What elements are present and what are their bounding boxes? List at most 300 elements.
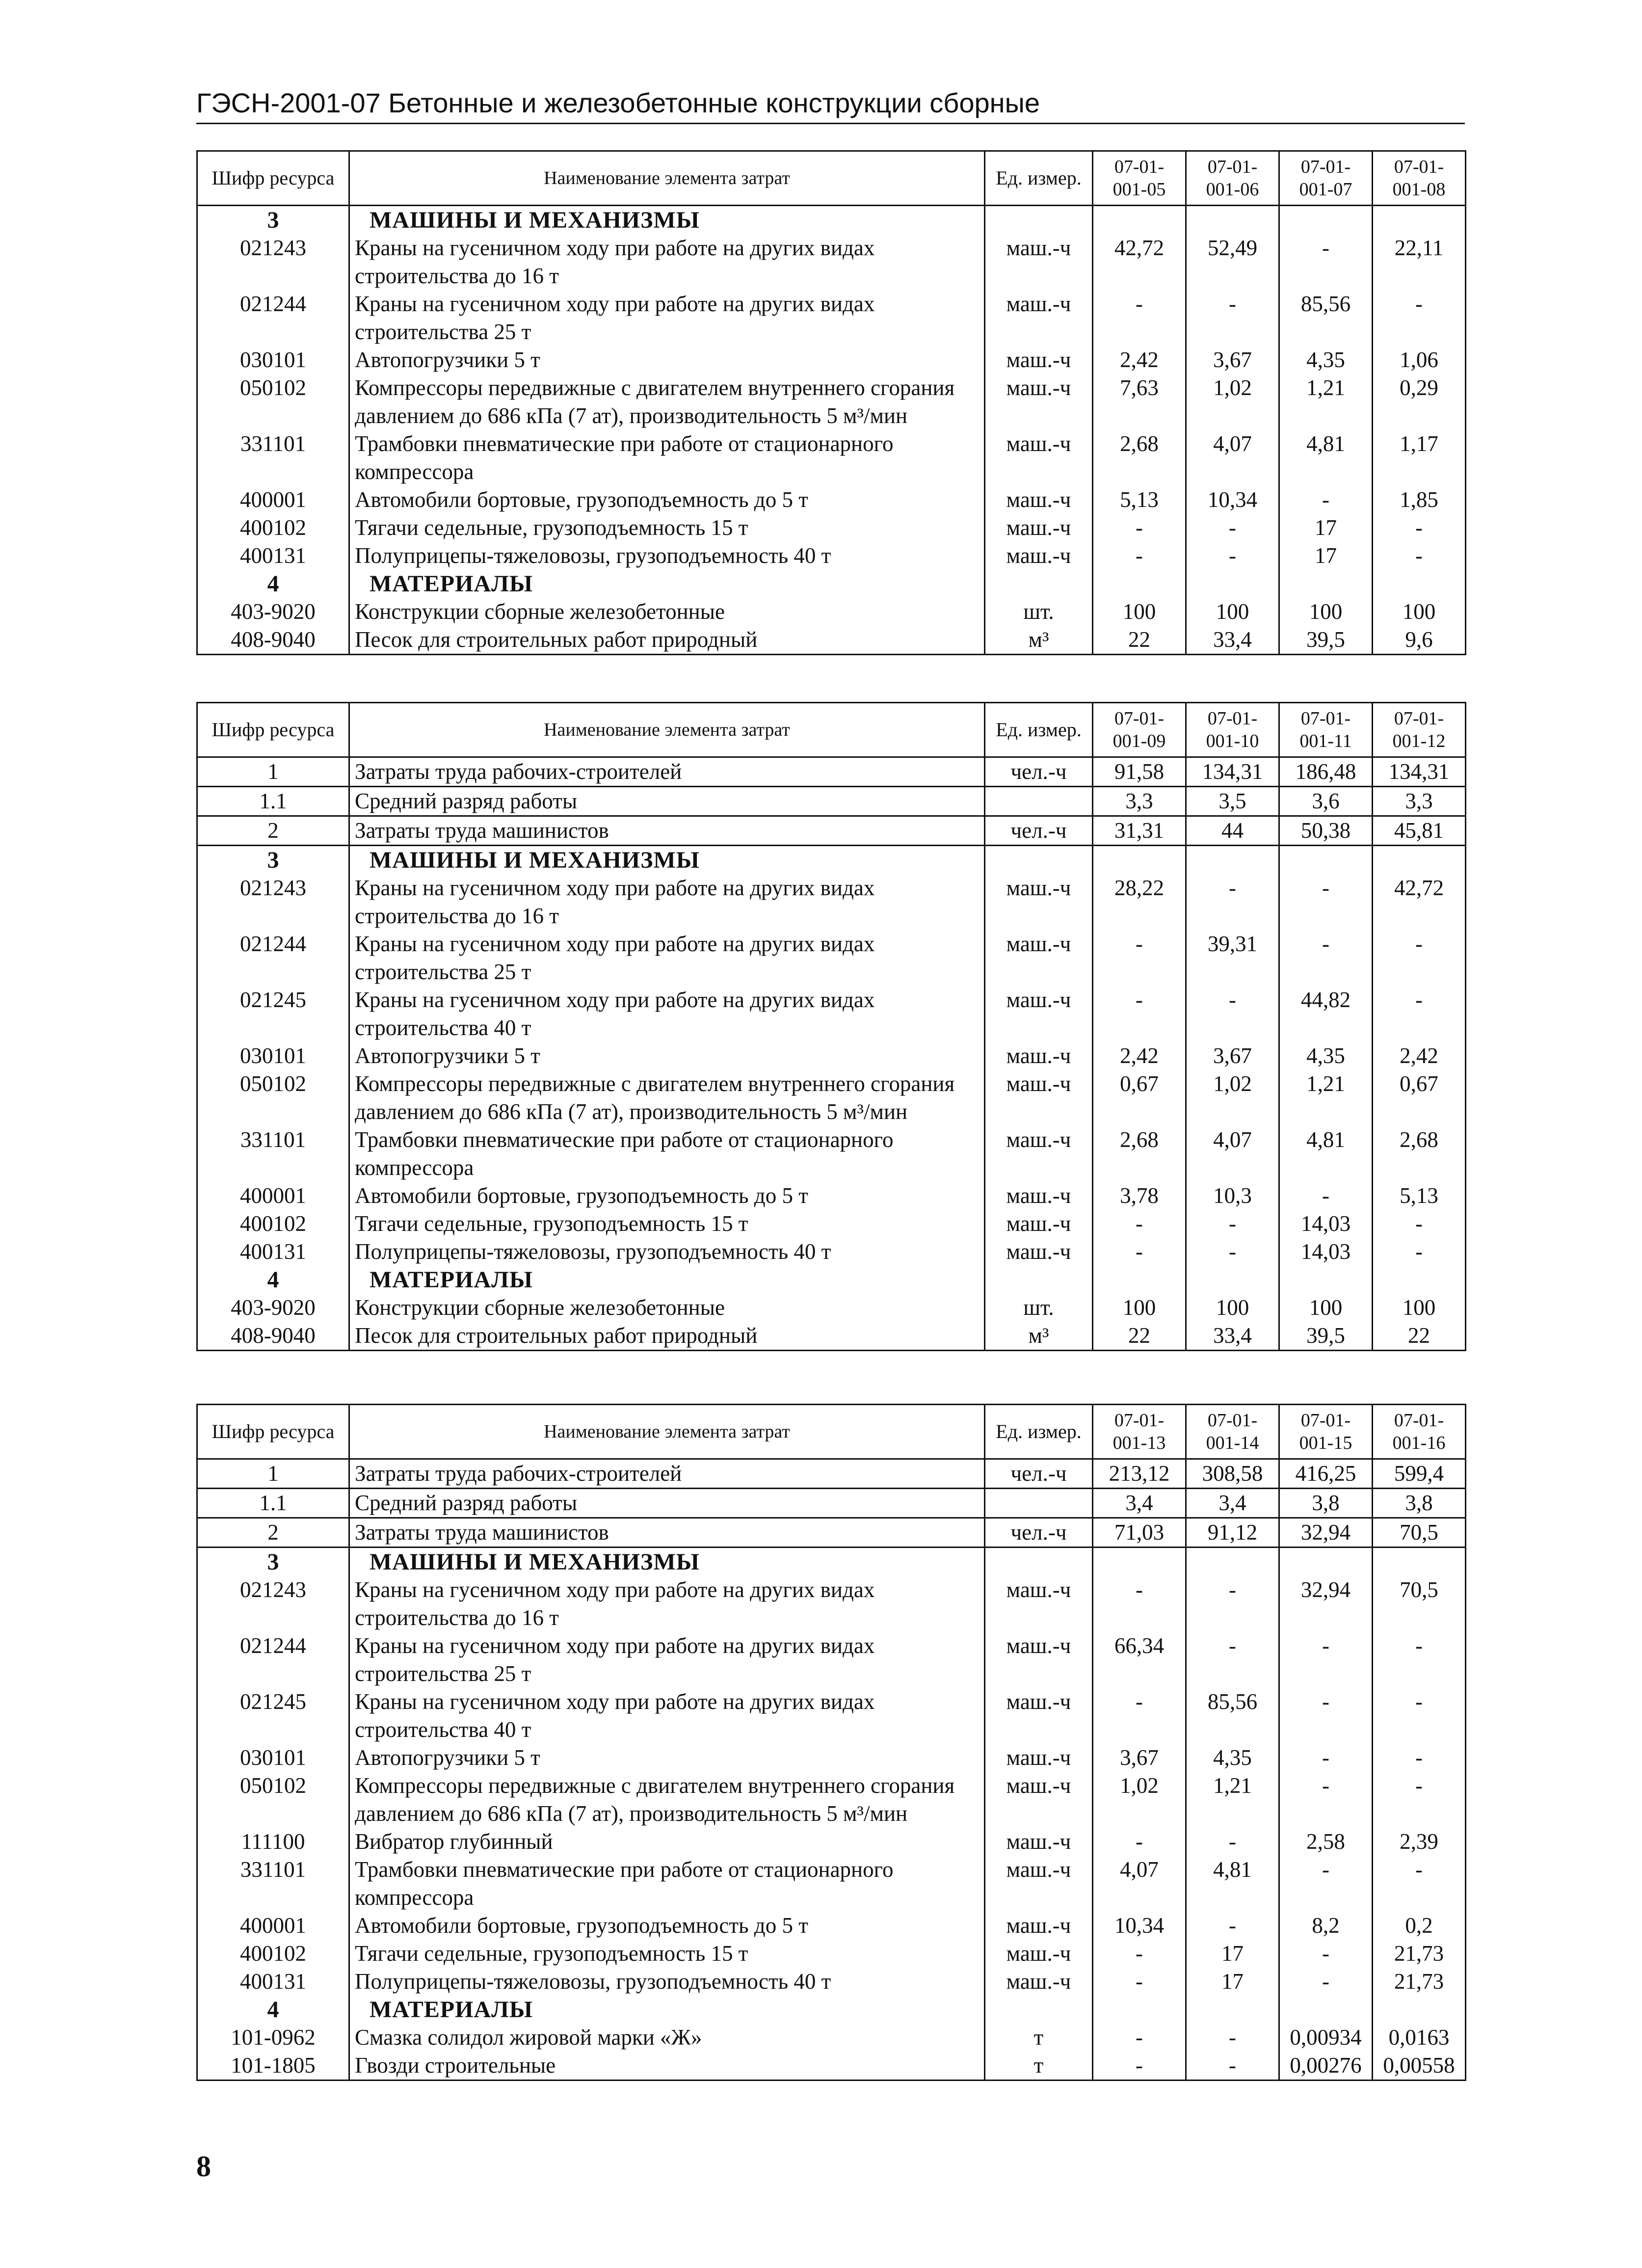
section-row — [197, 206, 1466, 235]
header-code: Шифр ресурса — [197, 151, 349, 206]
header-norm-code: 07-01-001-06 — [1186, 151, 1279, 206]
resource-value: 4,07 — [1186, 430, 1279, 486]
resource-unit: маш.-ч — [985, 1968, 1093, 1996]
resource-value: 17 — [1186, 1968, 1279, 1996]
resource-value: - — [1093, 1210, 1186, 1238]
resource-name: Полуприцепы-тяжеловозы, грузоподъемность 40 т — [349, 1238, 985, 1266]
resource-unit — [985, 1996, 1093, 2024]
resource-unit: маш.-ч — [985, 514, 1093, 542]
resource-unit: чел.-ч — [985, 1518, 1093, 1548]
resource-value — [1093, 570, 1186, 598]
page-header: ГЭСН-2001-07 Бетонные и железобетонные конструкции сборные — [196, 89, 1465, 124]
resource-value — [1373, 570, 1466, 598]
resource-unit: маш.-ч — [985, 986, 1093, 1042]
resource-unit: маш.-ч — [985, 1744, 1093, 1772]
resource-value: - — [1093, 1940, 1186, 1968]
resource-unit: м³ — [985, 626, 1093, 655]
resource-value: 22 — [1093, 626, 1186, 655]
resource-name: Автомобили бортовые, грузоподъемность до 5 т — [349, 1182, 985, 1210]
resource-code: 3 — [197, 206, 349, 235]
table-row — [197, 1126, 1466, 1182]
resource-unit — [985, 1548, 1093, 1576]
resource-code: 021245 — [197, 1688, 349, 1744]
resource-value: 134,31 — [1186, 757, 1279, 787]
header-name: Наименование элемента затрат — [349, 1405, 985, 1459]
resource-value: - — [1093, 1828, 1186, 1856]
table-row — [197, 1042, 1466, 1070]
table-row — [197, 1210, 1466, 1238]
resource-code: 1.1 — [197, 787, 349, 816]
resource-name: МАШИНЫ И МЕХАНИЗМЫ — [349, 846, 985, 875]
resource-value: - — [1186, 1238, 1279, 1266]
table-row — [197, 1912, 1466, 1940]
resource-code: 1 — [197, 1459, 349, 1489]
resource-value — [1186, 206, 1279, 235]
resource-value: 4,07 — [1186, 1126, 1279, 1182]
resource-value: 66,34 — [1093, 1632, 1186, 1688]
resource-value: - — [1093, 1968, 1186, 1996]
header-name: Наименование элемента затрат — [349, 151, 985, 206]
resource-name: Гвозди строительные — [349, 2052, 985, 2081]
resource-name: Смазка солидол жировой марки «Ж» — [349, 2024, 985, 2052]
resource-code: 021243 — [197, 234, 349, 290]
resource-name: Тягачи седельные, грузоподъемность 15 т — [349, 514, 985, 542]
resource-unit: маш.-ч — [985, 1182, 1093, 1210]
header-norm-code: 07-01-001-05 — [1093, 151, 1186, 206]
table-row — [197, 1968, 1466, 1996]
resource-unit — [985, 787, 1093, 816]
resource-value: - — [1279, 1182, 1373, 1210]
resource-value: - — [1186, 1210, 1279, 1238]
resource-value: 50,38 — [1279, 816, 1373, 846]
table-row — [197, 787, 1466, 816]
resource-name: Затраты труда рабочих-строителей — [349, 1459, 985, 1489]
resource-value: - — [1373, 1744, 1466, 1772]
resource-value: 1,02 — [1186, 374, 1279, 430]
resource-value: - — [1186, 290, 1279, 346]
resource-unit: маш.-ч — [985, 290, 1093, 346]
resource-value — [1186, 846, 1279, 875]
resource-value: 91,12 — [1186, 1518, 1279, 1548]
resource-value: - — [1373, 542, 1466, 570]
resource-value: 10,34 — [1186, 486, 1279, 514]
header-norm-code: 07-01-001-13 — [1093, 1405, 1186, 1459]
table-row — [197, 346, 1466, 374]
resource-unit: маш.-ч — [985, 1912, 1093, 1940]
resource-name: Краны на гусеничном ходу при работе на других видах строительства 25 т — [349, 930, 985, 986]
resource-code: 021245 — [197, 986, 349, 1042]
resource-unit: маш.-ч — [985, 1042, 1093, 1070]
resource-name: Трамбовки пневматические при работе от стационарного компрессора — [349, 430, 985, 486]
table-row — [197, 2052, 1466, 2081]
resource-value: 33,4 — [1186, 626, 1279, 655]
resource-value: - — [1279, 1856, 1373, 1912]
resource-value: 0,00934 — [1279, 2024, 1373, 2052]
resource-code: 2 — [197, 816, 349, 846]
resource-value: 22,11 — [1373, 234, 1466, 290]
resource-value: 1,02 — [1186, 1070, 1279, 1126]
resource-name: МАШИНЫ И МЕХАНИЗМЫ — [349, 1548, 985, 1576]
resource-value: - — [1373, 1856, 1466, 1912]
resource-value: 5,13 — [1093, 486, 1186, 514]
table-row — [197, 1489, 1466, 1518]
resource-name: Краны на гусеничном ходу при работе на других видах строительства до 16 т — [349, 234, 985, 290]
resource-code: 400001 — [197, 1182, 349, 1210]
resource-value: 31,31 — [1093, 816, 1186, 846]
resource-value: 134,31 — [1373, 757, 1466, 787]
table-row — [197, 1322, 1466, 1351]
resource-unit: т — [985, 2024, 1093, 2052]
header-code: Шифр ресурса — [197, 1405, 349, 1459]
resource-value: 1,02 — [1093, 1772, 1186, 1828]
table-header-row — [197, 703, 1466, 757]
resource-value: 32,94 — [1279, 1518, 1373, 1548]
table-row — [197, 1238, 1466, 1266]
resource-value: 2,39 — [1373, 1828, 1466, 1856]
resource-value: - — [1279, 930, 1373, 986]
resource-value: 100 — [1186, 1294, 1279, 1322]
resource-code: 408-9040 — [197, 1322, 349, 1351]
resource-name: Песок для строительных работ природный — [349, 1322, 985, 1351]
resource-table-2 — [196, 702, 1466, 1351]
resource-value: 0,29 — [1373, 374, 1466, 430]
resource-value: - — [1373, 1632, 1466, 1688]
table-row — [197, 598, 1466, 626]
resource-value: - — [1093, 2052, 1186, 2081]
resource-table-1 — [196, 150, 1466, 655]
resource-name: Компрессоры передвижные с двигателем внутреннего сгорания давлением до 686 кПа (7 ат), производительность 5 м³/мин — [349, 1070, 985, 1126]
resource-value: 4,81 — [1279, 1126, 1373, 1182]
resource-unit: шт. — [985, 1294, 1093, 1322]
resource-value: - — [1373, 1238, 1466, 1266]
resource-unit: маш.-ч — [985, 1940, 1093, 1968]
resource-value — [1186, 1266, 1279, 1294]
resource-value: 33,4 — [1186, 1322, 1279, 1351]
resource-value: 100 — [1373, 598, 1466, 626]
resource-unit: маш.-ч — [985, 1576, 1093, 1632]
resource-code: 3 — [197, 1548, 349, 1576]
resource-value: 1,21 — [1279, 1070, 1373, 1126]
resource-unit — [985, 1489, 1093, 1518]
resource-value: - — [1373, 1210, 1466, 1238]
resource-table-3 — [196, 1404, 1466, 2081]
resource-value: - — [1186, 1912, 1279, 1940]
table-row — [197, 986, 1466, 1042]
resource-value: 0,00276 — [1279, 2052, 1373, 2081]
resource-value: - — [1186, 874, 1279, 930]
resource-value: 3,78 — [1093, 1182, 1186, 1210]
resource-value: - — [1279, 1744, 1373, 1772]
resource-value: - — [1279, 1772, 1373, 1828]
resource-name: Краны на гусеничном ходу при работе на других видах строительства до 16 т — [349, 874, 985, 930]
resource-value: 39,31 — [1186, 930, 1279, 986]
resource-name: Затраты труда машинистов — [349, 816, 985, 846]
table-row — [197, 234, 1466, 290]
resource-value: 1,85 — [1373, 486, 1466, 514]
resource-value: 21,73 — [1373, 1940, 1466, 1968]
resource-value: - — [1373, 290, 1466, 346]
resource-value: 85,56 — [1186, 1688, 1279, 1744]
header-norm-code: 07-01-001-09 — [1093, 703, 1186, 757]
resource-unit: чел.-ч — [985, 816, 1093, 846]
table-row — [197, 1688, 1466, 1744]
resource-value — [1279, 570, 1373, 598]
header-unit: Ед. измер. — [985, 703, 1093, 757]
resource-unit: маш.-ч — [985, 874, 1093, 930]
resource-value: 4,81 — [1186, 1856, 1279, 1912]
resource-name: Песок для строительных работ природный — [349, 626, 985, 655]
resource-name: Краны на гусеничном ходу при работе на других видах строительства 40 т — [349, 1688, 985, 1744]
resource-unit: шт. — [985, 598, 1093, 626]
resource-code: 030101 — [197, 1042, 349, 1070]
resource-value: 39,5 — [1279, 1322, 1373, 1351]
resource-value: 9,6 — [1373, 626, 1466, 655]
resource-value: 39,5 — [1279, 626, 1373, 655]
resource-value: - — [1093, 290, 1186, 346]
resource-value: 0,67 — [1093, 1070, 1186, 1126]
resource-value — [1373, 1996, 1466, 2024]
resource-value: 70,5 — [1373, 1576, 1466, 1632]
resource-code: 408-9040 — [197, 626, 349, 655]
resource-code: 1 — [197, 757, 349, 787]
resource-value — [1373, 846, 1466, 875]
resource-value: - — [1279, 1632, 1373, 1688]
resource-value: 100 — [1186, 598, 1279, 626]
resource-name: Трамбовки пневматические при работе от стационарного компрессора — [349, 1856, 985, 1912]
resource-code: 021244 — [197, 290, 349, 346]
resource-value: - — [1093, 986, 1186, 1042]
section-row — [197, 846, 1466, 875]
resource-value: 1,21 — [1279, 374, 1373, 430]
header-code: Шифр ресурса — [197, 703, 349, 757]
header-unit: Ед. измер. — [985, 151, 1093, 206]
resource-name: Средний разряд работы — [349, 1489, 985, 1518]
resource-value: 0,67 — [1373, 1070, 1466, 1126]
resource-value: 3,8 — [1279, 1489, 1373, 1518]
resource-value: - — [1093, 1688, 1186, 1744]
resource-code: 331101 — [197, 1856, 349, 1912]
resource-unit: маш.-ч — [985, 1632, 1093, 1688]
resource-value: 42,72 — [1373, 874, 1466, 930]
resource-value — [1279, 1548, 1373, 1576]
resource-value: - — [1186, 1576, 1279, 1632]
resource-code: 400131 — [197, 542, 349, 570]
resource-value: - — [1093, 930, 1186, 986]
table-row — [197, 1070, 1466, 1126]
table-row — [197, 626, 1466, 655]
resource-name: Затраты труда машинистов — [349, 1518, 985, 1548]
resource-value: - — [1093, 514, 1186, 542]
resource-unit: маш.-ч — [985, 1856, 1093, 1912]
resource-unit: маш.-ч — [985, 234, 1093, 290]
resource-code: 403-9020 — [197, 598, 349, 626]
resource-value: 1,21 — [1186, 1772, 1279, 1828]
resource-value: - — [1093, 1238, 1186, 1266]
resource-value — [1279, 846, 1373, 875]
resource-value: 21,73 — [1373, 1968, 1466, 1996]
table-row — [197, 1518, 1466, 1548]
resource-unit: маш.-ч — [985, 1828, 1093, 1856]
resource-value: 14,03 — [1279, 1210, 1373, 1238]
table-row — [197, 430, 1466, 486]
resource-code: 400102 — [197, 1210, 349, 1238]
resource-unit: маш.-ч — [985, 486, 1093, 514]
resource-code: 331101 — [197, 1126, 349, 1182]
resource-value: 10,34 — [1093, 1912, 1186, 1940]
resource-value: 28,22 — [1093, 874, 1186, 930]
resource-name: МАТЕРИАЛЫ — [349, 570, 985, 598]
resource-unit: маш.-ч — [985, 346, 1093, 374]
resource-value: 52,49 — [1186, 234, 1279, 290]
resource-code: 400001 — [197, 1912, 349, 1940]
table-row — [197, 1744, 1466, 1772]
table-row — [197, 1940, 1466, 1968]
resource-name: Краны на гусеничном ходу при работе на других видах строительства 25 т — [349, 1632, 985, 1688]
resource-value: 3,67 — [1186, 346, 1279, 374]
resource-unit: маш.-ч — [985, 1070, 1093, 1126]
resource-unit — [985, 570, 1093, 598]
resource-value: 213,12 — [1093, 1459, 1186, 1489]
resource-value: 4,81 — [1279, 430, 1373, 486]
resource-code: 021244 — [197, 1632, 349, 1688]
resource-value: 44 — [1186, 816, 1279, 846]
resource-value: 7,63 — [1093, 374, 1186, 430]
resource-value: - — [1279, 1688, 1373, 1744]
header-norm-code: 07-01-001-10 — [1186, 703, 1279, 757]
resource-value — [1373, 1266, 1466, 1294]
resource-value: - — [1186, 2052, 1279, 2081]
table-row — [197, 1828, 1466, 1856]
header-norm-code: 07-01-001-11 — [1279, 703, 1373, 757]
resource-code: 400102 — [197, 514, 349, 542]
resource-value: 22 — [1093, 1322, 1186, 1351]
resource-name: Краны на гусеничном ходу при работе на других видах строительства 40 т — [349, 986, 985, 1042]
resource-code: 400131 — [197, 1238, 349, 1266]
table-row — [197, 1632, 1466, 1688]
table-row — [197, 874, 1466, 930]
resource-unit: маш.-ч — [985, 374, 1093, 430]
resource-value: 3,67 — [1093, 1744, 1186, 1772]
resource-value — [1186, 1548, 1279, 1576]
resource-name: Полуприцепы-тяжеловозы, грузоподъемность 40 т — [349, 542, 985, 570]
resource-unit: чел.-ч — [985, 757, 1093, 787]
resource-value: 17 — [1279, 542, 1373, 570]
resource-value: 100 — [1373, 1294, 1466, 1322]
resource-value: 599,4 — [1373, 1459, 1466, 1489]
table-row — [197, 757, 1466, 787]
resource-value: 100 — [1093, 1294, 1186, 1322]
resource-value: - — [1186, 1828, 1279, 1856]
table-row — [197, 1576, 1466, 1632]
resource-value: 85,56 — [1279, 290, 1373, 346]
page-number: 8 — [196, 2150, 211, 2183]
resource-value: 308,58 — [1186, 1459, 1279, 1489]
resource-unit: чел.-ч — [985, 1459, 1093, 1489]
resource-code: 4 — [197, 1996, 349, 2024]
resource-value: 17 — [1186, 1940, 1279, 1968]
resource-name: МАТЕРИАЛЫ — [349, 1266, 985, 1294]
table-row — [197, 486, 1466, 514]
resource-value: 32,94 — [1279, 1576, 1373, 1632]
resource-value: - — [1279, 486, 1373, 514]
resource-value: 42,72 — [1093, 234, 1186, 290]
resource-name: Тягачи седельные, грузоподъемность 15 т — [349, 1940, 985, 1968]
resource-value: 5,13 — [1373, 1182, 1466, 1210]
resource-name: Вибратор глубинный — [349, 1828, 985, 1856]
resource-value: - — [1186, 2024, 1279, 2052]
resource-name: Тягачи седельные, грузоподъемность 15 т — [349, 1210, 985, 1238]
section-row — [197, 1548, 1466, 1576]
resource-unit — [985, 846, 1093, 875]
resource-value: - — [1279, 874, 1373, 930]
resource-name: Автопогрузчики 5 т — [349, 1744, 985, 1772]
resource-value: 4,35 — [1279, 1042, 1373, 1070]
resource-value: - — [1093, 2024, 1186, 2052]
resource-value: 22 — [1373, 1322, 1466, 1351]
resource-name: Компрессоры передвижные с двигателем внутреннего сгорания давлением до 686 кПа (7 ат), производительность 5 м³/мин — [349, 1772, 985, 1828]
table-header-row — [197, 1405, 1466, 1459]
resource-value — [1093, 846, 1186, 875]
resource-value: - — [1093, 542, 1186, 570]
resource-name: МАТЕРИАЛЫ — [349, 1996, 985, 2024]
resource-name: Полуприцепы-тяжеловозы, грузоподъемность 40 т — [349, 1968, 985, 1996]
resource-value: - — [1186, 542, 1279, 570]
resource-name: Конструкции сборные железобетонные — [349, 598, 985, 626]
header-name: Наименование элемента затрат — [349, 703, 985, 757]
resource-code: 400131 — [197, 1968, 349, 1996]
resource-unit — [985, 206, 1093, 235]
resource-value: - — [1279, 234, 1373, 290]
header-norm-code: 07-01-001-12 — [1373, 703, 1466, 757]
resource-value: 8,2 — [1279, 1912, 1373, 1940]
section-row — [197, 1266, 1466, 1294]
resource-value: - — [1373, 986, 1466, 1042]
resource-value: - — [1373, 1772, 1466, 1828]
resource-code: 101-0962 — [197, 2024, 349, 2052]
resource-name: Средний разряд работы — [349, 787, 985, 816]
resource-value: 4,35 — [1186, 1744, 1279, 1772]
resource-name: Компрессоры передвижные с двигателем внутреннего сгорания давлением до 686 кПа (7 ат), производительность 5 м³/мин — [349, 374, 985, 430]
resource-value: 186,48 — [1279, 757, 1373, 787]
resource-code: 2 — [197, 1518, 349, 1548]
table-row — [197, 374, 1466, 430]
resource-value: 100 — [1279, 1294, 1373, 1322]
resource-value: 45,81 — [1373, 816, 1466, 846]
table-row — [197, 514, 1466, 542]
resource-unit: маш.-ч — [985, 1238, 1093, 1266]
resource-value — [1093, 1266, 1186, 1294]
resource-value: 71,03 — [1093, 1518, 1186, 1548]
table-row — [197, 290, 1466, 346]
resource-code: 050102 — [197, 1772, 349, 1828]
resource-code: 021244 — [197, 930, 349, 986]
resource-code: 400102 — [197, 1940, 349, 1968]
resource-name: Автомобили бортовые, грузоподъемность до 5 т — [349, 486, 985, 514]
resource-unit: маш.-ч — [985, 542, 1093, 570]
resource-code: 101-1805 — [197, 2052, 349, 2081]
resource-value — [1186, 1996, 1279, 2024]
resource-value: 3,5 — [1186, 787, 1279, 816]
table-row — [197, 1856, 1466, 1912]
table-row — [197, 1459, 1466, 1489]
resource-name: Автопогрузчики 5 т — [349, 346, 985, 374]
resource-value: 0,0163 — [1373, 2024, 1466, 2052]
resource-name: Трамбовки пневматические при работе от стационарного компрессора — [349, 1126, 985, 1182]
header-norm-code: 07-01-001-15 — [1279, 1405, 1373, 1459]
resource-name: Автопогрузчики 5 т — [349, 1042, 985, 1070]
header-norm-code: 07-01-001-07 — [1279, 151, 1373, 206]
resource-value — [1279, 1266, 1373, 1294]
